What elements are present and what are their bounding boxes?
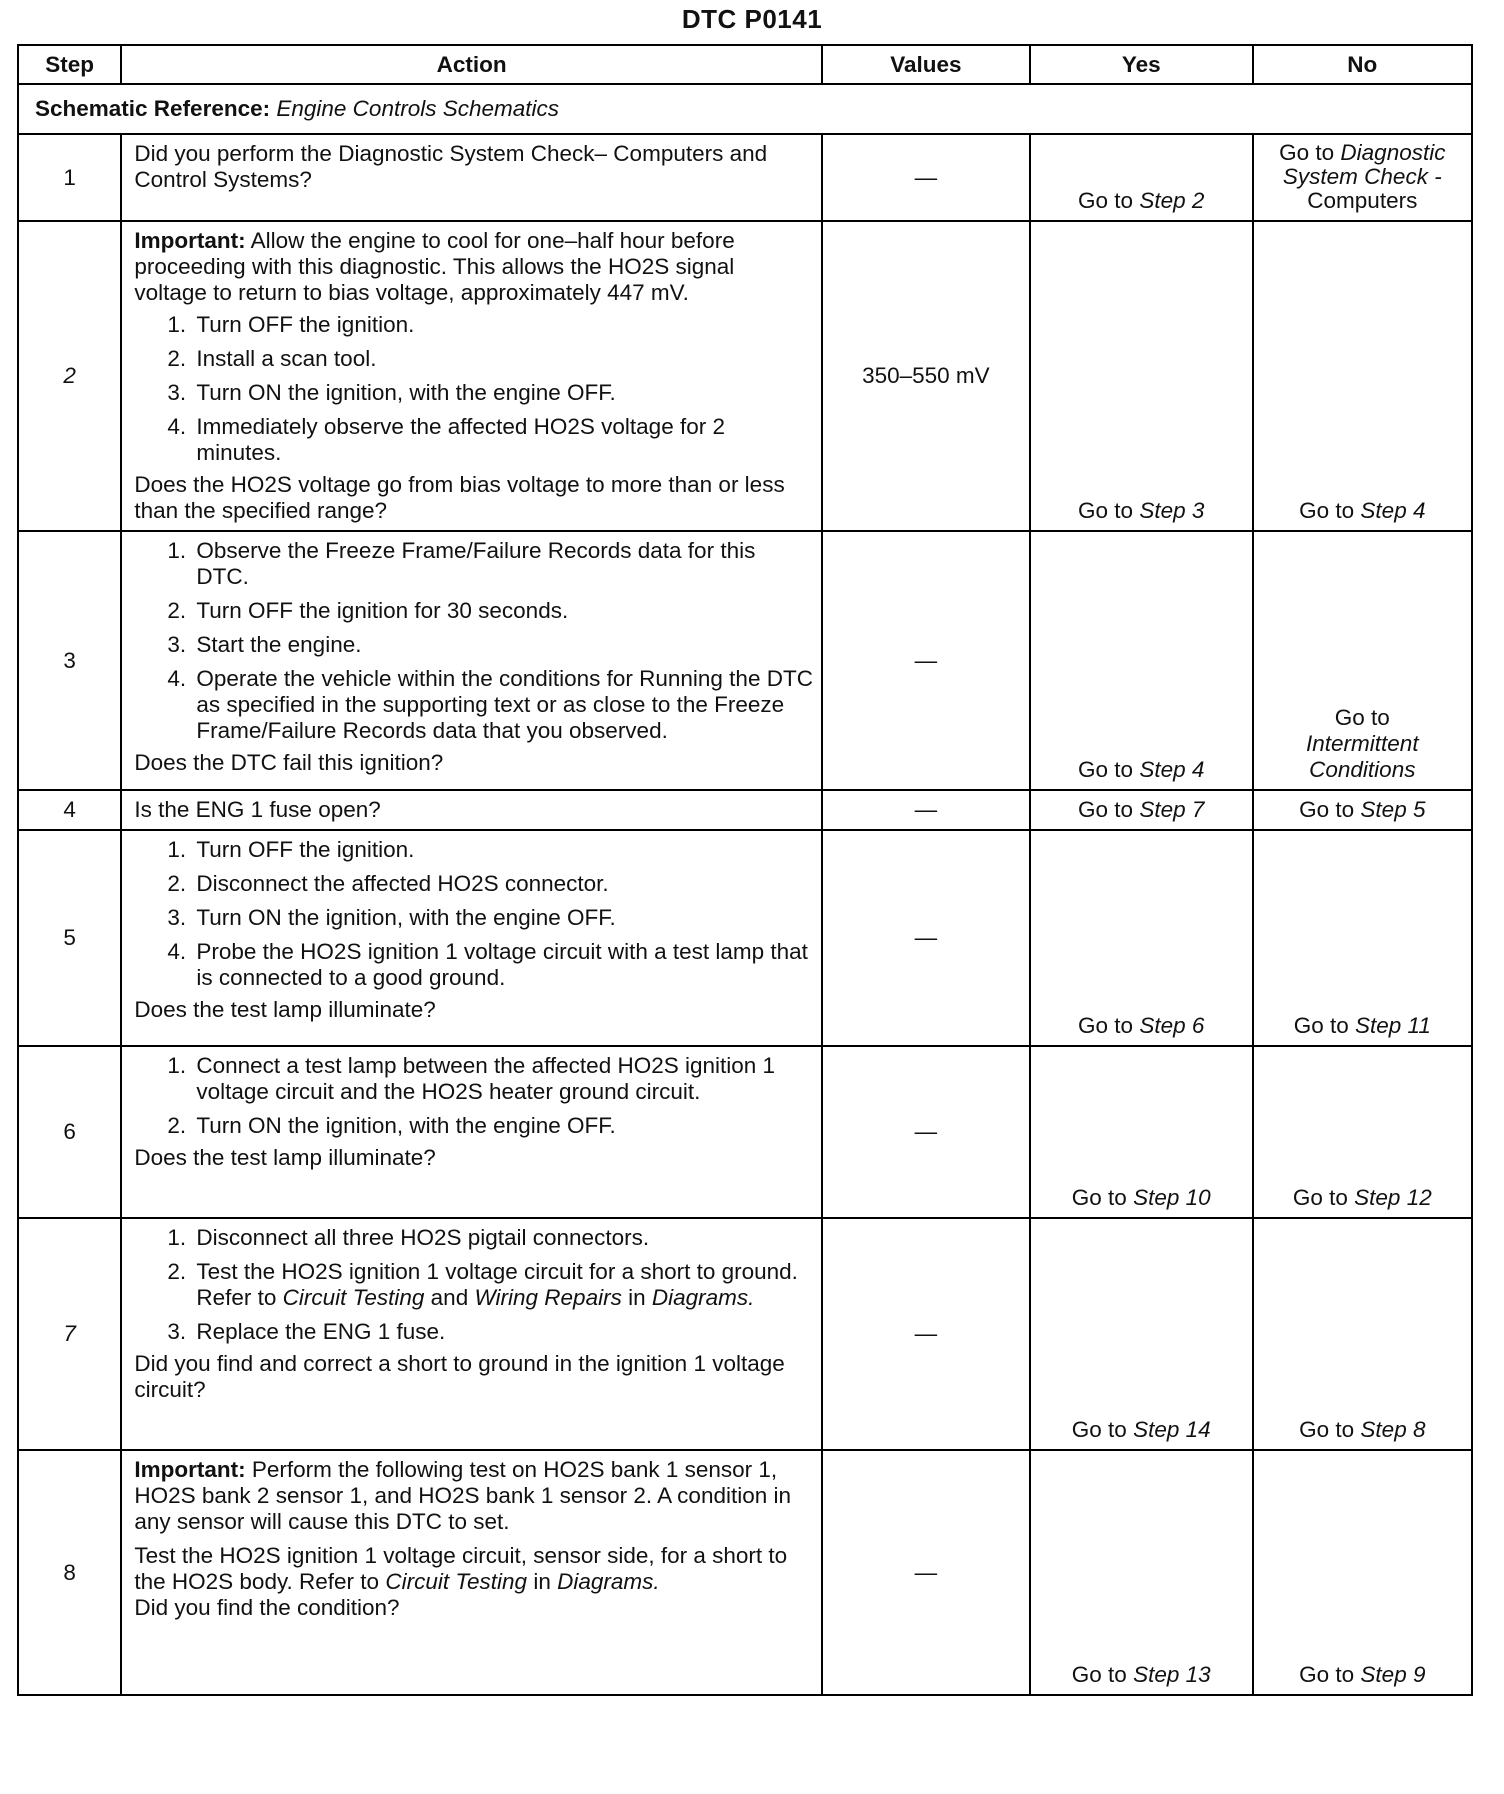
values-cell: —: [822, 1046, 1030, 1218]
values-cell: 350–550 mV: [822, 221, 1030, 531]
goto-text: Go to: [1279, 140, 1335, 165]
action-cell: [121, 134, 822, 221]
action-cell: [121, 1218, 822, 1450]
in-text: in: [628, 1285, 646, 1310]
action-cell: [121, 790, 822, 830]
no-cell[interactable]: [1253, 1450, 1472, 1695]
no-link[interactable]: Step 4: [1360, 498, 1426, 523]
action-steps: [134, 1225, 813, 1345]
goto-text: Go to: [1334, 705, 1390, 730]
yes-link[interactable]: Step 7: [1139, 797, 1205, 822]
list-item: [192, 1259, 813, 1311]
step-number: 5: [18, 830, 121, 1046]
list-item: 2. Turn OFF the ignition for 30 seconds.: [192, 598, 813, 624]
list-item-text: Test the HO2S ignition 1 voltage circuit for a short to ground. Refer to: [196, 1259, 798, 1310]
table-row: [18, 830, 1472, 1046]
goto-text: Go to: [1293, 1013, 1349, 1038]
yes-link[interactable]: Step 10: [1133, 1185, 1211, 1210]
yes-cell[interactable]: [1030, 830, 1253, 1046]
header-row: [18, 45, 1472, 84]
action-cell: [121, 1450, 822, 1695]
values-cell: —: [822, 1450, 1030, 1695]
no-cell[interactable]: [1253, 1046, 1472, 1218]
no-link[interactable]: Diagnostic System Check -: [1282, 140, 1446, 189]
test-text: Test the HO2S ignition 1 voltage circuit, sensor side, for a short to the HO2S body. Refer to: [134, 1543, 788, 1594]
list-item: 1. Connect a test lamp between the affected HO2S ignition 1 voltage circuit and the HO2S heater ground circuit.: [192, 1053, 813, 1105]
header-no: No: [1253, 45, 1472, 84]
no-link[interactable]: Step 12: [1354, 1185, 1432, 1210]
goto-text: Go to: [1078, 757, 1134, 782]
schematic-link[interactable]: Engine Controls Schematics: [276, 96, 560, 121]
important-text: Allow the engine to cool for one–half hour before proceeding with this diagnostic. This allows the HO2S signal voltage to return to bias voltage, approximately 447 mV.: [134, 228, 735, 305]
step-number: 4: [18, 790, 121, 830]
table-row: [18, 134, 1472, 221]
circuit-testing-link[interactable]: Circuit Testing: [282, 1285, 425, 1310]
schematic-label: Schematic Reference:: [35, 96, 271, 121]
no-cell[interactable]: [1253, 1218, 1472, 1450]
list-item: 4. Operate the vehicle within the conditions for Running the DTC as specified in the supporting text or as close to the Freeze Frame/Failure Records data that you observed.: [192, 666, 813, 744]
action-question: Did you find and correct a short to ground in the ignition 1 voltage circuit?: [134, 1351, 785, 1402]
diagnostic-table: [17, 44, 1473, 1696]
and-text: and: [430, 1285, 469, 1310]
yes-cell[interactable]: [1030, 1450, 1253, 1695]
no-link[interactable]: Step 9: [1360, 1662, 1426, 1687]
test-instruction: [134, 1543, 813, 1595]
values-cell: —: [822, 134, 1030, 221]
list-item: 2. Disconnect the affected HO2S connector.: [192, 871, 813, 897]
step-number: 2: [18, 221, 121, 531]
action-question: Does the test lamp illuminate?: [134, 997, 436, 1022]
table-row: [18, 1450, 1472, 1695]
important-text: Perform the following test on HO2S bank 1 sensor 1, HO2S bank 2 sensor 1, and HO2S bank 1 sensor 2. A condition in any sensor will cause this DTC to set.: [134, 1457, 792, 1534]
yes-link[interactable]: Step 2: [1139, 188, 1205, 213]
action-cell: [121, 1046, 822, 1218]
values-cell: —: [822, 531, 1030, 790]
header-action: Action: [121, 45, 822, 84]
yes-cell[interactable]: [1030, 790, 1253, 830]
action-cell: [121, 531, 822, 790]
action-steps: [134, 1053, 813, 1139]
list-item: 4. Probe the HO2S ignition 1 voltage circuit with a test lamp that is connected to a good ground.: [192, 939, 813, 991]
list-item: 1. Turn OFF the ignition.: [192, 312, 813, 338]
yes-link[interactable]: Step 3: [1139, 498, 1205, 523]
important-note: [134, 228, 813, 306]
no-cell[interactable]: [1253, 531, 1472, 790]
action-question: Did you perform the Diagnostic System Check– Computers and Control Systems?: [134, 141, 768, 192]
action-question: Does the HO2S voltage go from bias voltage to more than or less than the specified range?: [134, 472, 785, 523]
table-row: [18, 1218, 1472, 1450]
list-item: 1. Turn OFF the ignition.: [192, 837, 813, 863]
list-item: 3. Turn ON the ignition, with the engine OFF.: [192, 380, 813, 406]
no-link-tail: Computers: [1307, 188, 1418, 213]
no-cell[interactable]: [1253, 221, 1472, 531]
diagrams-link[interactable]: Diagrams.: [651, 1285, 755, 1310]
goto-text: Go to: [1071, 1662, 1127, 1687]
header-yes: Yes: [1030, 45, 1253, 84]
important-label: Important:: [134, 1457, 246, 1482]
values-cell: —: [822, 830, 1030, 1046]
table-row: [18, 221, 1472, 531]
goto-text: Go to: [1078, 797, 1134, 822]
schematic-reference: [18, 84, 1472, 134]
table-row: [18, 531, 1472, 790]
action-question: Does the DTC fail this ignition?: [134, 750, 444, 775]
action-steps: [134, 837, 813, 991]
list-item: 2. Turn ON the ignition, with the engine OFF.: [192, 1113, 813, 1139]
step-number: 1: [18, 134, 121, 221]
yes-cell[interactable]: [1030, 221, 1253, 531]
list-item: 1. Observe the Freeze Frame/Failure Records data for this DTC.: [192, 538, 813, 590]
schematic-row: [18, 84, 1472, 134]
list-item: 3. Start the engine.: [192, 632, 813, 658]
action-steps: [134, 538, 813, 744]
list-item: 1. Disconnect all three HO2S pigtail connectors.: [192, 1225, 813, 1251]
in-text: in: [533, 1569, 551, 1594]
yes-cell[interactable]: [1030, 1218, 1253, 1450]
goto-text: Go to: [1299, 797, 1355, 822]
action-steps: [134, 312, 813, 466]
step-number: 3: [18, 531, 121, 790]
goto-text: Go to: [1078, 498, 1134, 523]
no-cell[interactable]: [1253, 134, 1472, 221]
important-label: Important:: [134, 228, 246, 253]
wiring-repairs-link[interactable]: Wiring Repairs: [474, 1285, 622, 1310]
yes-link[interactable]: Step 14: [1133, 1417, 1211, 1442]
goto-text: Go to: [1292, 1185, 1348, 1210]
goto-text: Go to: [1299, 1662, 1355, 1687]
no-link[interactable]: Intermittent Conditions: [1306, 731, 1419, 782]
action-cell: [121, 830, 822, 1046]
circuit-testing-link[interactable]: Circuit Testing: [385, 1569, 528, 1594]
important-note: [134, 1457, 813, 1535]
no-link[interactable]: Step 8: [1360, 1417, 1426, 1442]
action-question: Is the ENG 1 fuse open?: [134, 797, 381, 822]
yes-link[interactable]: Step 4: [1139, 757, 1205, 782]
goto-text: Go to: [1299, 1417, 1355, 1442]
goto-text: Go to: [1071, 1417, 1127, 1442]
goto-text: Go to: [1078, 1013, 1134, 1038]
list-item: 2. Install a scan tool.: [192, 346, 813, 372]
diagrams-link[interactable]: Diagrams.: [557, 1569, 660, 1594]
action-question: Does the test lamp illuminate?: [134, 1145, 436, 1170]
yes-cell[interactable]: [1030, 531, 1253, 790]
action-cell: [121, 221, 822, 531]
yes-link[interactable]: Step 13: [1133, 1662, 1211, 1687]
page-title: DTC P0141: [681, 4, 823, 34]
yes-link[interactable]: Step 6: [1139, 1013, 1205, 1038]
action-question: Did you find the condition?: [134, 1595, 400, 1620]
step-number: 7: [18, 1218, 121, 1450]
no-link[interactable]: Step 5: [1360, 797, 1426, 822]
list-item: 4. Immediately observe the affected HO2S voltage for 2 minutes.: [192, 414, 813, 466]
yes-cell[interactable]: [1030, 1046, 1253, 1218]
header-values: Values: [822, 45, 1030, 84]
list-item: 3. Replace the ENG 1 fuse.: [192, 1319, 813, 1345]
goto-text: Go to: [1078, 188, 1134, 213]
step-number: 8: [18, 1450, 121, 1695]
values-cell: —: [822, 790, 1030, 830]
values-cell: —: [822, 1218, 1030, 1450]
table-row: [18, 1046, 1472, 1218]
yes-cell[interactable]: [1030, 134, 1253, 221]
no-cell[interactable]: [1253, 790, 1472, 830]
list-item: 3. Turn ON the ignition, with the engine OFF.: [192, 905, 813, 931]
no-cell[interactable]: [1253, 830, 1472, 1046]
table-row: [18, 790, 1472, 830]
header-step: Step: [18, 45, 121, 84]
no-link[interactable]: Step 11: [1355, 1013, 1431, 1038]
goto-text: Go to: [1071, 1185, 1127, 1210]
step-number: 6: [18, 1046, 121, 1218]
goto-text: Go to: [1299, 498, 1355, 523]
